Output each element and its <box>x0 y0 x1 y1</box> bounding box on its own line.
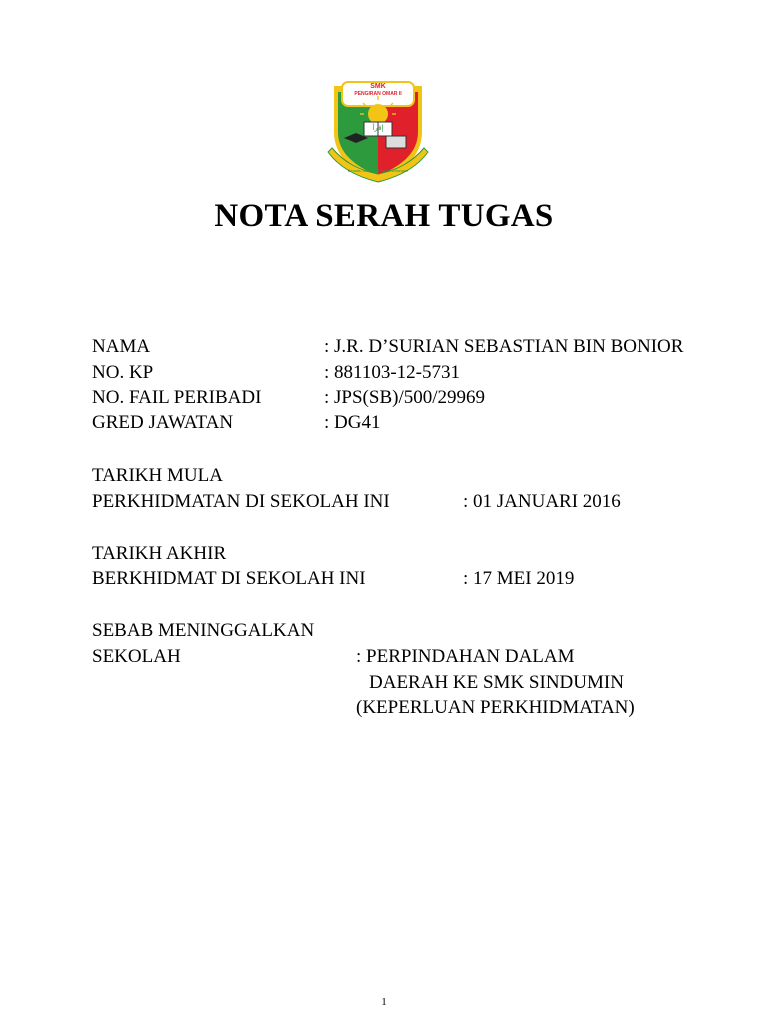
sebab-value-line-2: DAERAH KE SMK SINDUMIN <box>369 672 624 693</box>
crest-school-name-text: PENGIRAN OMAR II <box>354 91 402 97</box>
tarikh-mula-label: TARIKH MULA <box>92 465 223 486</box>
tarikh-akhir-label: TARIKH AKHIR <box>92 543 227 564</box>
gred-jawatan-label: GRED JAWATAN <box>92 412 234 433</box>
crest-motto-text: Bersatu Membina Kecemerlangan <box>347 168 409 173</box>
school-crest-logo <box>320 70 436 186</box>
document-title: NOTA SERAH TUGAS <box>214 198 554 234</box>
no-kp-label: NO. KP <box>92 362 154 383</box>
tarikh-akhir-value: : 17 MEI 2019 <box>463 568 575 589</box>
sebab-value-line-3: (KEPERLUAN PERKHIDMATAN) <box>356 697 635 718</box>
sebab-label-cont: SEKOLAH <box>92 646 181 667</box>
tarikh-mula-value: : 01 JANUARI 2016 <box>463 491 621 512</box>
gred-jawatan-value: : DG41 <box>324 412 381 433</box>
sebab-label: SEBAB MENINGGALKAN <box>92 620 315 641</box>
no-kp-value: : 881103-12-5731 <box>324 362 460 383</box>
nama-value: : J.R. D’SURIAN SEBASTIAN BIN BONIOR <box>324 336 684 357</box>
nama-label: NAMA <box>92 336 151 357</box>
page-number: 1 <box>381 996 387 1008</box>
sebab-value-line-1: : PERPINDAHAN DALAM <box>356 646 575 667</box>
crest-arabic-text: إقرأ <box>372 124 384 132</box>
tarikh-akhir-label-cont: BERKHIDMAT DI SEKOLAH INI <box>92 568 366 589</box>
no-fail-peribadi-value: : JPS(SB)/500/29969 <box>324 387 486 408</box>
no-fail-peribadi-label: NO. FAIL PERIBADI <box>92 387 262 408</box>
crest-school-text: SMK <box>370 83 386 90</box>
tarikh-mula-label-cont: PERKHIDMATAN DI SEKOLAH INI <box>92 491 390 512</box>
